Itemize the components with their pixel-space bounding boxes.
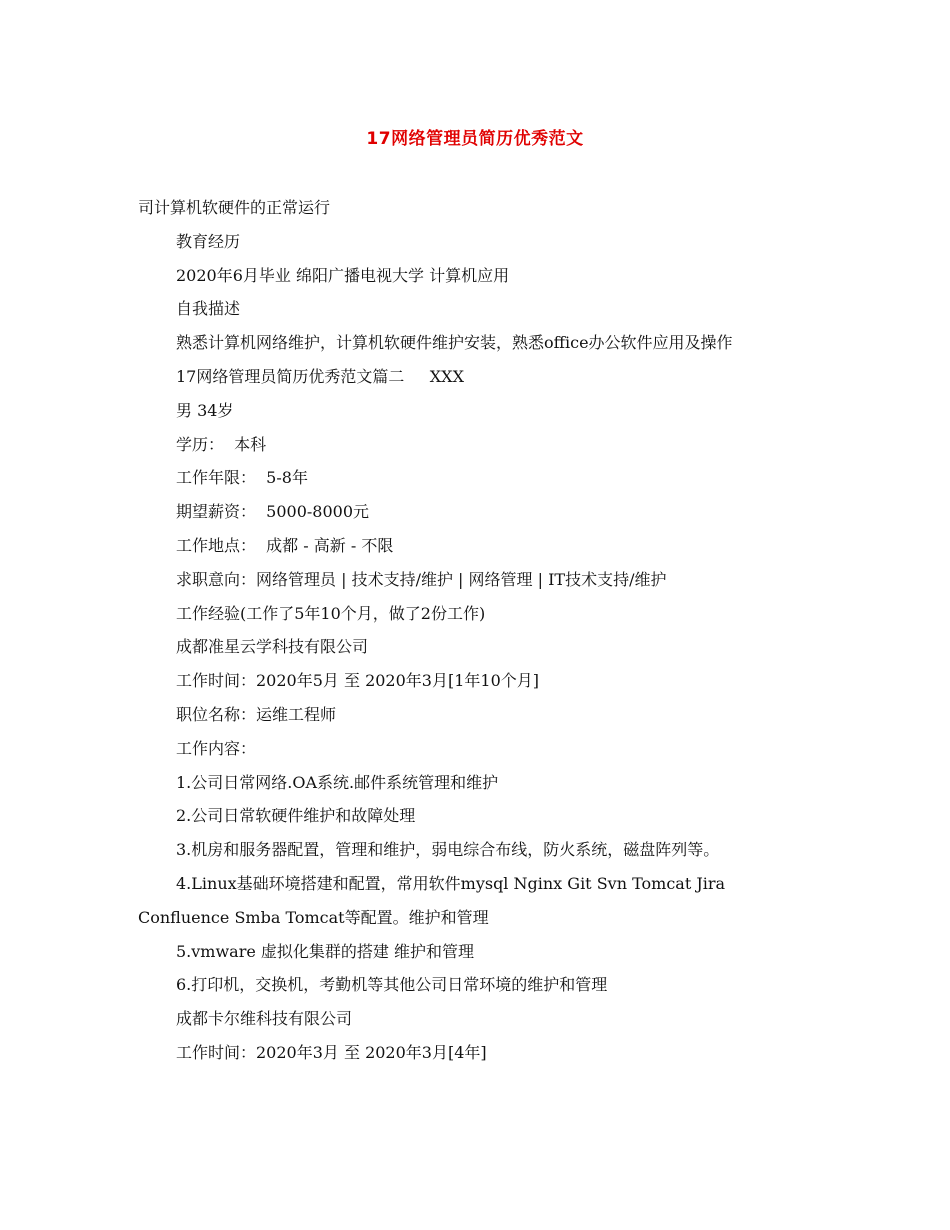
- expected-salary: 期望薪资： 5000-8000元: [176, 502, 370, 522]
- document-title: 17网络管理员简历优秀范文: [366, 129, 584, 149]
- education-entry: 2020年6月毕业 绵阳广播电视大学 计算机应用: [176, 265, 510, 285]
- job-item-3: 3.机房和服务器配置，管理和维护，弱电综合布线，防火系统，磁盘阵列等。: [176, 840, 720, 860]
- company-one-position: 职位名称：运维工程师: [176, 704, 337, 724]
- work-experience-summary: 工作经验(工作了5年10个月，做了2份工作): [176, 603, 486, 623]
- company-two: 成都卡尔维科技有限公司: [176, 1009, 353, 1029]
- job-item-2: 2.公司日常软硬件维护和故障处理: [176, 806, 416, 826]
- job-item-1: 1.公司日常网络.OA系统.邮件系统管理和维护: [176, 772, 499, 792]
- heading-self-description: 自我描述: [176, 299, 241, 319]
- company-one-period: 工作时间：2020年5月 至 2020年3月[1年10个月]: [176, 671, 539, 691]
- gender-age: 男 34岁: [176, 400, 234, 420]
- document-body: [138, 191, 814, 1070]
- job-intention: 求职意向：网络管理员 | 技术支持/维护 | 网络管理 | IT技术支持/维护: [176, 569, 667, 589]
- work-years: 工作年限： 5-8年: [176, 468, 308, 488]
- company-one: 成都准星云学科技有限公司: [176, 637, 369, 657]
- job-item-6: 6.打印机，交换机，考勤机等其他公司日常环境的维护和管理: [176, 975, 608, 995]
- company-two-period: 工作时间：2020年3月 至 2020年3月[4年]: [176, 1042, 487, 1062]
- resume-two-heading: 17网络管理员简历优秀范文篇二 XXX: [176, 366, 464, 386]
- heading-education: 教育经历: [176, 231, 241, 251]
- job-item-5: 5.vmware 虚拟化集群的搭建 维护和管理: [176, 941, 475, 961]
- job-content-heading: 工作内容：: [176, 738, 257, 758]
- work-location: 工作地点： 成都 - 高新 - 不限: [176, 535, 394, 555]
- paragraph-continuation: 司计算机软硬件的正常运行: [138, 198, 331, 217]
- degree: 学历： 本科: [176, 434, 267, 454]
- job-item-4: 4.Linux基础环境搭建和配置，常用软件mysql Nginx Git Svn Tomcat Jira Confluence Smba Tomcat等配置。维护和管理: [138, 873, 731, 927]
- self-description-text: 熟悉计算机网络维护，计算机软硬件维护安装，熟悉office办公软件应用及操作: [176, 333, 733, 353]
